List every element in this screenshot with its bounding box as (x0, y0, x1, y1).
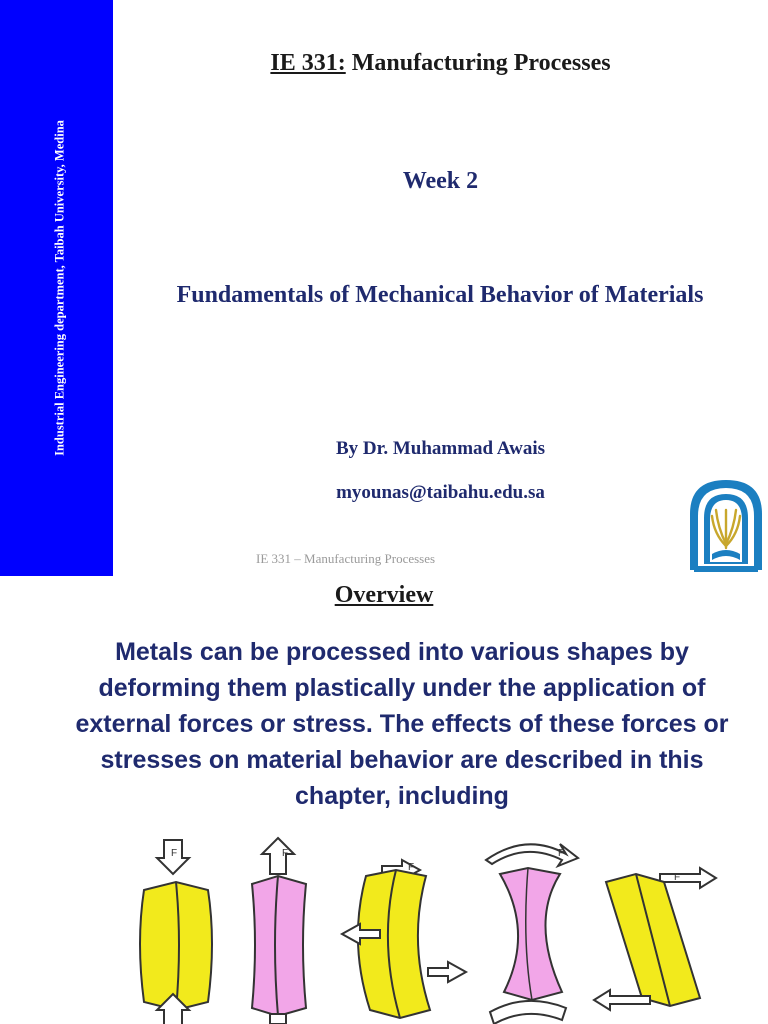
overview-heading: Overview (334, 582, 434, 608)
lecture-subtitle: Fundamentals of Mechanical Behavior of Materials (176, 282, 704, 308)
force-label: F (558, 848, 565, 859)
overview-slide (0, 576, 768, 1024)
force-label: F (408, 862, 415, 873)
tension-block-icon (252, 838, 306, 1024)
slide-footer: IE 331 – Manufacturing Processes (256, 551, 436, 566)
force-label: F (171, 848, 178, 859)
sidebar-department-text: Industrial Engineering department, Taibah University, Medina (52, 120, 67, 456)
overview-body: Metals can be processed into various shapes by deforming them plastically under the application of external forces or stress. The effects of these forces or stresses on material behavior are described in this chapter, including (75, 638, 729, 810)
deformation-figures (130, 832, 730, 1024)
course-code: IE 331: (270, 50, 346, 76)
week-label: Week 2 (402, 168, 479, 194)
course-title (113, 50, 768, 77)
shear-block-icon (594, 868, 716, 1010)
force-label: F (674, 872, 681, 883)
author-name: By Dr. Muhammad Awais (335, 438, 546, 459)
force-label: F (282, 848, 289, 859)
bending-block-icon (342, 860, 466, 1018)
university-logo-icon (684, 474, 768, 576)
compression-block-icon (140, 840, 212, 1024)
torsion-block-icon (486, 844, 578, 1024)
sidebar-band (0, 0, 113, 576)
course-name: Manufacturing Processes (345, 50, 611, 76)
author-email: myounas@taibahu.edu.sa (336, 482, 545, 503)
